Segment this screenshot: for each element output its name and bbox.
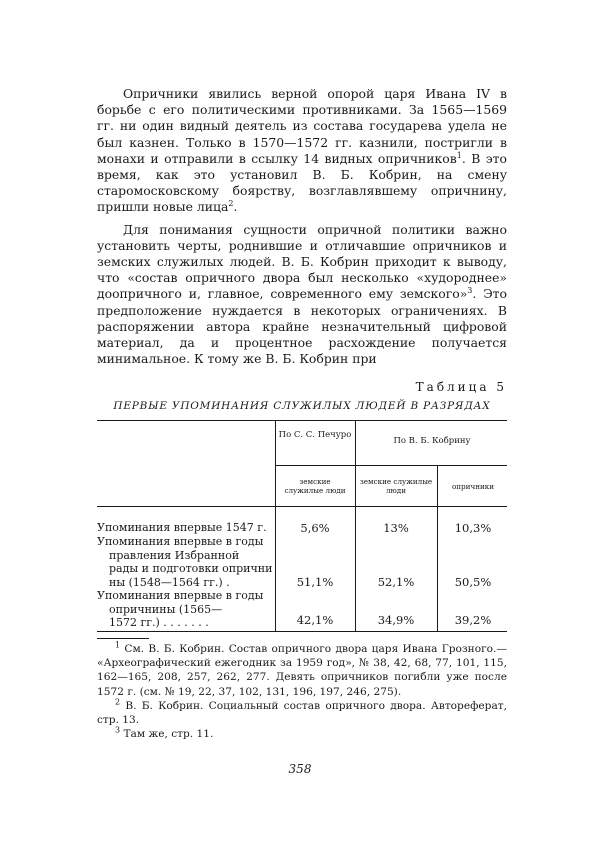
- table-label: Таблица 5: [415, 380, 507, 394]
- data-table: [97, 420, 507, 632]
- col-group-kobrin: По В. Б. Кобрину: [393, 436, 471, 446]
- row-2-line-2: правления Избранной: [109, 548, 240, 562]
- table-bottom-rule: [97, 631, 507, 632]
- footnote-2-num: 2: [115, 697, 121, 707]
- subheader-zemskie-2: земские служилые люди: [359, 477, 433, 495]
- table-row-label-3: [97, 589, 275, 630]
- table-subheader-rule: [275, 465, 507, 466]
- paragraph-1-text-2: . В это время, как это установил В. Б. Кобрин, на смену старомосковскому боярству, возглавлявшему опричнину, пришли новые лица: [97, 150, 507, 215]
- col-group-pechuro: По С. С. Печуро: [278, 430, 352, 440]
- paragraph-2-text-2: . Это предположение нуждается в некоторых ограничениях. В распоряжении автора крайне незначительный цифровой материал, да и процентное расхождение получается минимальное. К тому же В. Б. Кобрин при: [97, 286, 507, 367]
- subheader-zemskie-1: земские служилые люди: [284, 477, 346, 495]
- row-2-line-4: ны (1548—1564 гг.) .: [109, 575, 230, 589]
- subheader-oprichniki: опричники: [451, 482, 495, 491]
- table-cell-r1-c3: 10,3%: [454, 521, 492, 535]
- body-text: [97, 86, 507, 367]
- footnote-2-text: В. Б. Кобрин. Социальный состав опричного двора. Автореферат, стр. 13.: [97, 699, 507, 727]
- table-title: ПЕРВЫЕ УПОМИНАНИЯ СЛУЖИЛЫХ ЛЮДЕЙ В РАЗРЯДАХ: [113, 400, 491, 412]
- table-cell-r2-c1: 51,1%: [296, 575, 334, 589]
- table-cell-r1-c1: 5,6%: [300, 521, 330, 535]
- footnote-ref-1: 1: [456, 150, 462, 160]
- page-number: 358: [288, 762, 312, 776]
- table-col-rule-2: [355, 420, 356, 632]
- table-cell-r1-c2: 13%: [383, 521, 409, 535]
- row-3-line-3: 1572 гг.) . . . . . . .: [109, 616, 209, 629]
- table-col-rule-1: [275, 420, 276, 632]
- row-2-line-3: рады и подготовки опрични: [109, 562, 273, 575]
- row-3-line-2: опричнины (1565—: [109, 602, 223, 616]
- footnote-1: [97, 642, 507, 699]
- footnote-ref-3: 3: [467, 286, 473, 296]
- footnote-separator: [97, 638, 149, 639]
- table-top-rule: [97, 420, 507, 421]
- footnote-3: [97, 727, 507, 741]
- paragraph-1-text: Опричники явились верной опорой царя Ивана IV в борьбе с его политическими противниками. За 1565—1569 гг. ни один видный деятель из состава государева удела не был казнен. Только в 1570—1572 гг. казнили, постригли в монахи и отправили в ссылку 14 видных опричников: [97, 86, 507, 166]
- row-3-line-1: Упоминания впервые в годы: [97, 589, 264, 602]
- table-col-rule-3: [437, 465, 438, 632]
- table-cell-r2-c2: 52,1%: [377, 575, 415, 589]
- footnote-ref-2: 2: [228, 199, 234, 209]
- paragraph-1-text-3: .: [233, 199, 238, 215]
- footnote-3-num: 3: [115, 725, 121, 735]
- table-row-label-2: [97, 535, 275, 589]
- footnote-3-text: Там же, стр. 11.: [123, 728, 214, 741]
- footnote-1-num: 1: [115, 640, 121, 650]
- footnote-2: [97, 699, 507, 727]
- table-cell-r3-c3: 39,2%: [454, 613, 492, 627]
- table-header-rule: [97, 506, 507, 507]
- table-cell-r3-c2: 34,9%: [377, 613, 415, 627]
- paragraph-2: [97, 222, 507, 368]
- table-row-label-1: [97, 521, 275, 535]
- footnotes: [97, 642, 507, 741]
- row-1-line-1: Упоминания впервые 1547 г.: [97, 521, 267, 534]
- footnote-1-text: См. В. Б. Кобрин. Состав опричного двора царя Ивана Грозного.— «Археографический ежегодник за 1959 год», № 38, 42, 68, 77, 101, 115, 162—165, 208, 257, 262, 277. Девять опричников погибли уже после 1572 г. (см. № 19, 22, 37, 102, 131, 196, 197, 246, 275).: [97, 643, 507, 698]
- paragraph-1: [97, 86, 507, 216]
- paragraph-2-text: Для понимания сущности опричной политики важно установить черты, роднившие и отличавшие опричников и земских служилых людей. В. Б. Кобрин приходит к выводу, что «состав опричного двора был несколько «худороднее» доопричного и, главное, современного ему земского»: [97, 221, 507, 302]
- table-cell-r3-c1: 42,1%: [296, 613, 334, 627]
- table-cell-r2-c3: 50,5%: [454, 575, 492, 589]
- row-2-line-1: Упоминания впервые в годы: [97, 535, 264, 548]
